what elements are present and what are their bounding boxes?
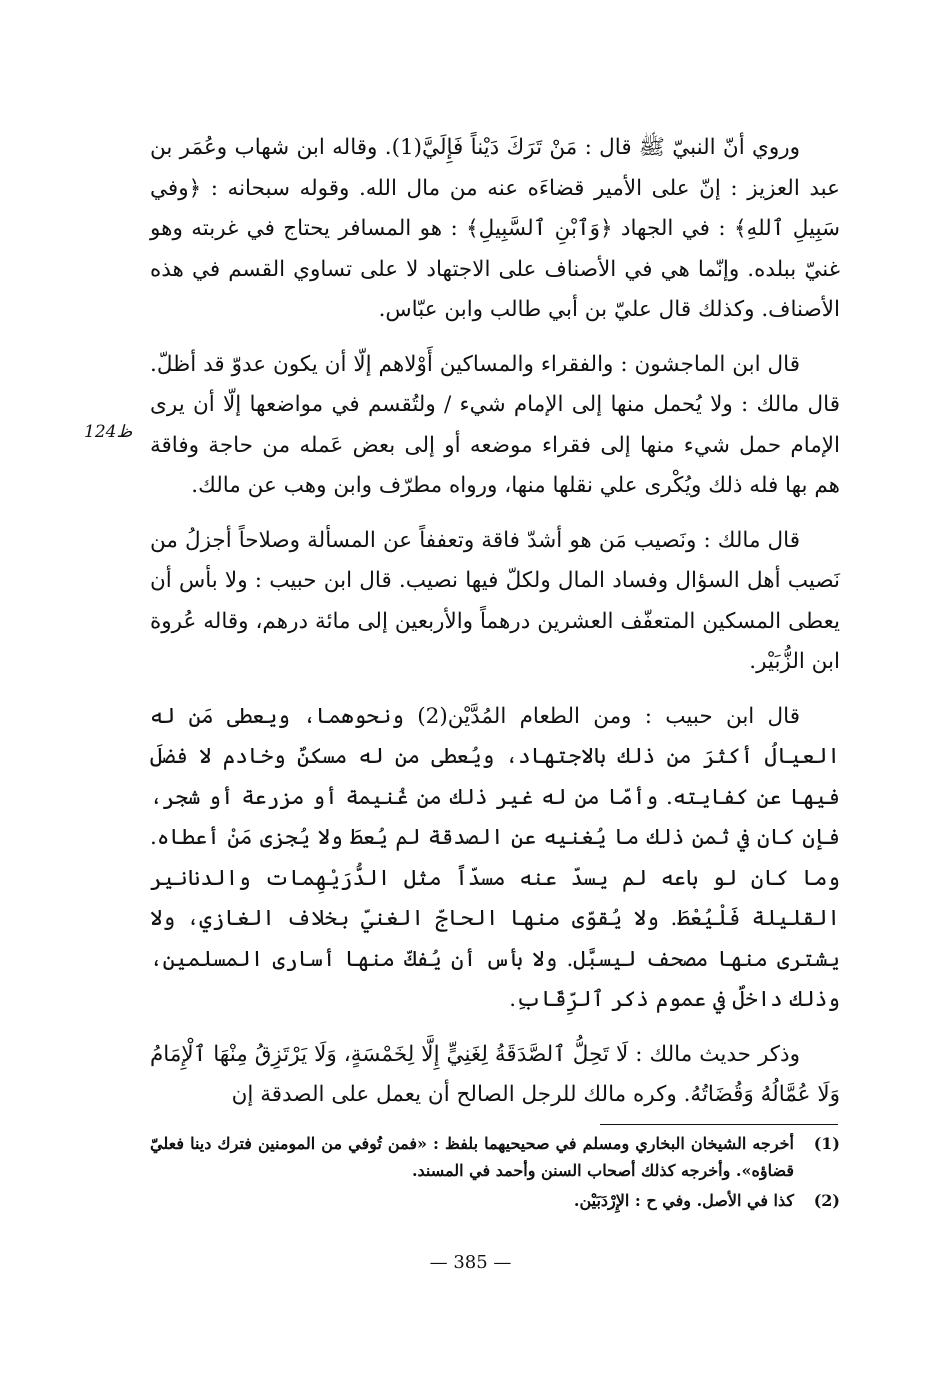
paragraph: وروي أنّ النبيّ ﷺ قال : مَنْ تَرَكَ دَيْناً فَإِلَيَّ(1). وقاله ابن شهاب وعُمَر بن عبد العزيز : إنّ على الأمير قضاءَه عنه من مال الله. وقوله سبحانه : ﴿وفي سَبِيلِ ٱللهِ﴾ : في الجهاد ﴿وَٱبْنِ ٱلسَّبِيلِ﴾ : هو المسافر يحتاج في غربته وهو غنيّ ببلده. وإنّما هي في الأصناف على الاجتهاد لا على تساوي القسم في هذه الأصناف. وكذلك قال عليّ بن أبي طالب وابن عبّاس.	[150, 135, 840, 322]
footnotes	[150, 1130, 840, 1217]
footnote	[150, 1130, 840, 1184]
paragraph: قال مالك : ونَصيب مَن هو أشدّ فاقة وتعففاً عن المسألة وصلاحاً أجزلُ من نَصيب أهل السؤال وفساد المال ولكلّ فيها نصيب. قال ابن حبيب : ولا بأس أن يعطى المسكين المتعفّف العشرين درهماً والأربعين إلى مائة درهم، وقاله عُروة ابن الزُّبَيْر.	[150, 527, 840, 674]
footnote-text: أخرجه الشيخان البخاري ومسلم في صحيحيهما بلفظ : «فمن تُوفي من المومنين فترك دينا فعليّ قضاؤه». وأخرجه كذلك أصحاب السنن وأحمد في المسند.	[150, 1134, 794, 1180]
folio-marginal-note: 124ظ	[84, 422, 133, 442]
paragraph: قال ابن الماجشون : والفقراء والمساكين أَوْلاهم إلّا أن يكون عدوّ قد أظلّ. قال مالك : ولا يُحمل منها إلى الإمام شيء / ولتُقسم في مواضعها إلّا أن يرى الإمام حمل شيء منها إلى فقراء موضعه أو إلى بعض عَمله من حاجة وفاقة هم بها فله ذلك ويُكْرى علي نقلها منها، ورواه مطرّف وابن وهب عن مالك.	[150, 351, 840, 498]
footnote-text: كذا في الأصل. وفي ح : الإِرْدَبَيْن.	[573, 1191, 794, 1210]
footnote	[150, 1187, 840, 1214]
footnote-number: (1)	[813, 1134, 840, 1153]
main-text	[150, 128, 840, 1130]
paragraph: وذكر حديث مالك : لَا تَحِلُّ ٱلصَّدَقَةُ لِغَنِيٍّ إِلَّا لِخَمْسَةٍ، وَلَا يَرْتَزِقُ مِنْهَا ٱلْإِمَامُ وَلَا عُمَّالُهُ وَقُضَاتُهُ. وكره مالك للرجل الصالح أن يعمل على الصدقة إن	[150, 1041, 840, 1107]
page-number: — 385 —	[429, 1252, 512, 1273]
footnote-number: (2)	[813, 1191, 840, 1210]
footnote-divider	[600, 1124, 838, 1125]
paragraph: قال ابن حبيب : ومن الطعام المُدَّيْن(2) ونحوهما، ويعطى مَن له العيالُ أكثرَ من ذلك بالاجتهاد، ويُعطى من له مسكنٌ وخادم لا فضلَ فيها عن كفايته. وأمّا من له غير ذلك من غُنيمة أو مزرعة أو شجر، فإن كان في ثمن ذلك ما يُغنيه عن الصدقة لم يُعطَ ولا يُجزى مَنْ أعطاه. وما كان لو باعه لم يسدّ عنه مسدّاً مثل الدُّرَيْهِمات والدنانير القليلة فَلْيُعْطَ. ولا يُقوّى منها الحاجّ الغنيّ بخلاف الغازي، ولا يشترى منها مصحف ليسبَّل. ولا بأس أن يُفكّ منها أسارى المسلمين، وذلك داخلٌ في عموم ذكر ٱلرِّقَابِ.	[150, 703, 840, 1012]
